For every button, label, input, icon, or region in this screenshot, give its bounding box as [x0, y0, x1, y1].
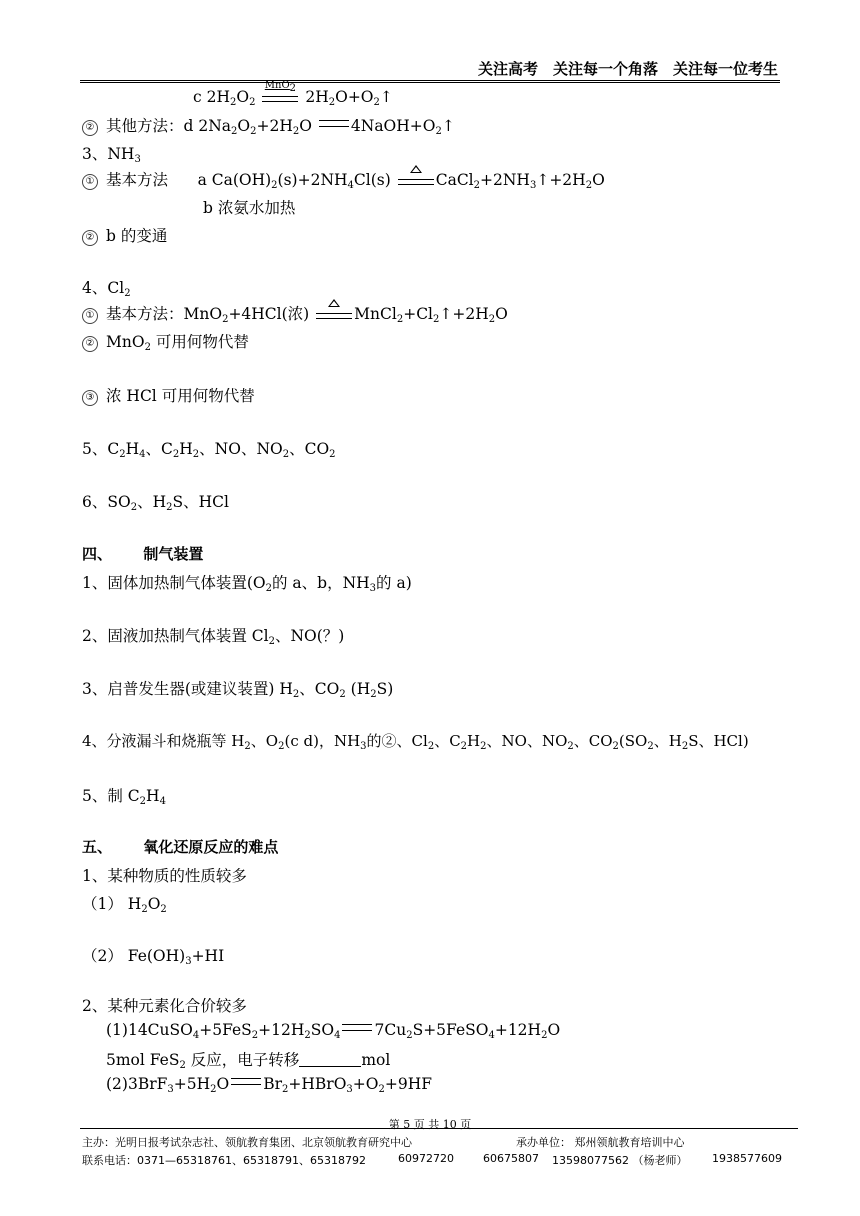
section-5-gases: 5、$C_2H_4$、$C_2H_2$、NO、$NO_2$、$CO_2$ [82, 440, 336, 460]
section-nh3: 3、$NH_3$ [82, 145, 141, 165]
redox-1: 1、某种物质的性质较多 [82, 867, 247, 885]
cl2-basic-method: ① 基本方法：MnO$_2$+4HCl(浓) $MnCl_2+Cl_2↑+2H_2O$ [82, 302, 508, 324]
nh3-basic-method: ① 基本方法 a $Ca(OH)_2(s)+2NH_4Cl(s)$ $CaCl_2+2NH_3↑+2H_2O$ [82, 168, 605, 190]
section-heading-redox: 五、 氧化还原反应的难点 [82, 838, 279, 856]
header-slogan: 关注高考 关注每一个角落 关注每一位考生 [477, 60, 778, 78]
equation-h2o2: c $2H_2O_2$ MnO$_2$ $2H_2O+O_2↑$ [193, 80, 393, 108]
section-6-gases: 6、$SO_2$、$H_2S$、HCl [82, 493, 229, 513]
page-number: 第 5 页 共 10 页 [388, 1118, 472, 1131]
cl2-hcl-substitute: ③ 浓 HCl 可用何物代替 [82, 384, 255, 406]
footer-number-3: 13598077562 （杨老师） [552, 1154, 688, 1167]
redox-1-1: （1） $H_2O_2$ [82, 895, 167, 915]
header-rule [80, 80, 780, 83]
apparatus-4: 4、分液漏斗和烧瓶等 $H_2$、$O_2(c$ d)，$NH_3$的②、$Cl_2$、$C_2H_2$、NO、$NO_2$、$CO_2(SO_2$、$H_2S$、HCl) [82, 732, 749, 752]
nh3-variant: ② b 的变通 [82, 224, 167, 246]
footer-number-2: 60675807 [483, 1152, 539, 1165]
cl2-mno2-substitute: ② MnO$_2$ 可用何物代替 [82, 330, 249, 352]
apparatus-5: 5、制 $C_2H_4$ [82, 787, 166, 807]
apparatus-3: 3、启普发生器(或建议装置) $H_2$、$CO_2$ $(H_2S)$ [82, 680, 394, 700]
section-heading-apparatus: 四、 制气装置 [82, 545, 204, 563]
footer-organizer: 承办单位： 郑州领航教育培训中心 [516, 1136, 685, 1149]
catalyst-sign: MnO$_2$ [262, 86, 298, 104]
footer-number-1: 60972720 [398, 1152, 454, 1165]
redox-2-eq2: $(2)3BrF_3+5H_2O$ $Br_2+HBrO_3+O_2+9HF$ [106, 1075, 432, 1095]
footer-sponsor: 主办：光明日报考试杂志社、领航教育集团、北京领航教育研究中心 [82, 1136, 412, 1149]
apparatus-1: 1、固体加热制气体装置($O_2$的 a、b，$NH_3$的 a) [82, 574, 412, 594]
apparatus-2: 2、固液加热制气体装置 $Cl_2$、NO(？) [82, 627, 345, 647]
answer-blank[interactable] [299, 1052, 361, 1067]
nh3-method-b: b 浓氨水加热 [203, 199, 296, 217]
redox-2-eq1: $(1)14CuSO_4+5FeS_2+12H_2SO_4$ $7Cu_2S+5FeSO_4+12H_2O$ [106, 1021, 561, 1041]
footer-rule [80, 1128, 798, 1129]
redox-2: 2、某种元素化合价较多 [82, 997, 247, 1015]
o2-other-method: ② 其他方法：d $2Na_2O_2+2H_2O$ $4NaOH+O_2↑$ [82, 114, 455, 136]
redox-1-2: （2） $Fe(OH)_3+HI$ [82, 947, 225, 967]
footer-number-4: 1938577609 [712, 1152, 782, 1165]
section-cl2: 4、$Cl_2$ [82, 279, 131, 299]
footer-phone: 联系电话：0371—65318761、65318791、65318792 [82, 1154, 366, 1167]
redox-2-question: 5mol FeS$_2$ 反应，电子转移 mol [106, 1051, 391, 1071]
